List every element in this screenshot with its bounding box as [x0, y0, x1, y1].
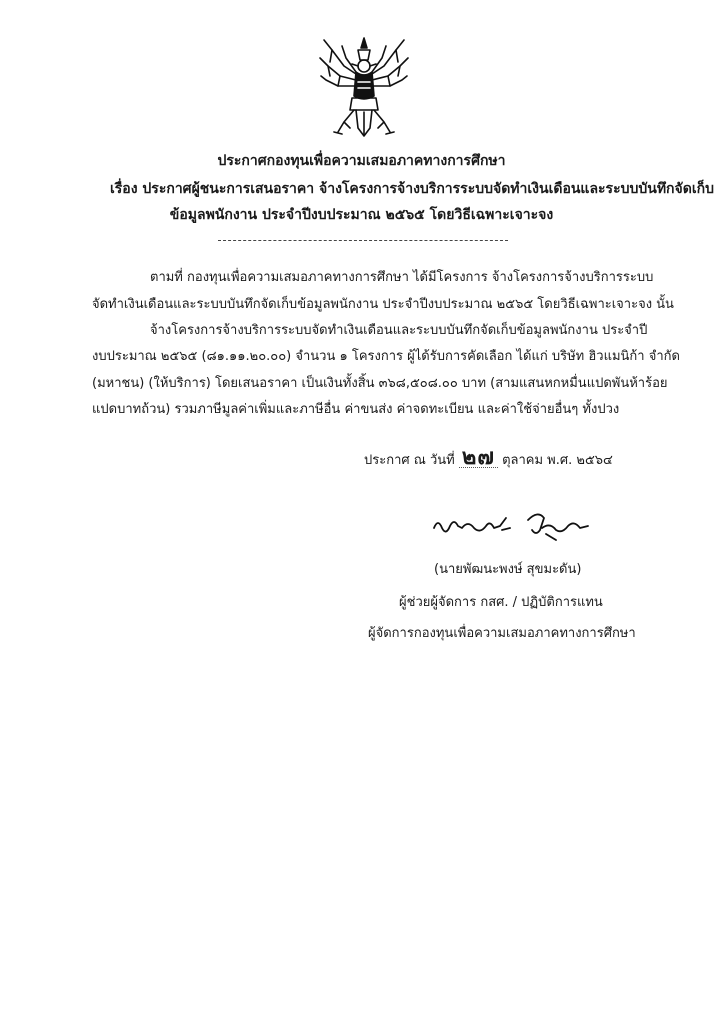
body-paragraph-line: จ้างโครงการจ้างบริการระบบจัดทำเงินเดือนและระบบบันทึกจัดเก็บข้อมูลพนักงาน ประจำปี	[150, 323, 648, 338]
dashed-divider	[218, 240, 508, 241]
body-paragraph-line: ตามที่ กองทุนเพื่อความเสมอภาคทางการศึกษา ได้มีโครงการ จ้างโครงการจ้างบริการระบบ	[150, 270, 654, 285]
body-paragraph-line: (มหาชน) (ให้บริการ) โดยเสนอราคา เป็นเงินทั้งสิ้น ๓๖๘,๕๐๘.๐๐ บาท (สามแสนหกหมื่นแปดพันห้าร้อย	[92, 376, 668, 391]
signatory-position: ผู้ช่วยผู้จัดการ กสศ. / ปฏิบัติการแทน	[399, 595, 603, 610]
signatory-acting-for: ผู้จัดการกองทุนเพื่อความเสมอภาคทางการศึกษา	[368, 626, 636, 641]
body-paragraph-line: งบประมาณ ๒๕๖๕ (๘๑.๑๑.๒๐.๐๐) จำนวน ๑ โครงการ ผู้ได้รับการคัดเลือก ได้แก่ บริษัท ฮิวแมนิก้า จำกัด	[92, 349, 680, 364]
date-month-year: ตุลาคม พ.ศ. ๒๕๖๔	[502, 453, 613, 468]
handwritten-signature	[428, 504, 598, 544]
signatory-name: (นายพัฒนะพงษ์ สุขมะดัน)	[434, 562, 582, 577]
garuda-emblem-icon	[318, 36, 410, 140]
announcement-subject: เรื่อง ประกาศผู้ชนะการเสนอราคา จ้างโครงการจ้างบริการระบบจัดทำเงินเดือนและระบบบันทึกจัดเก็บ	[110, 181, 714, 197]
body-paragraph-line: จัดทำเงินเดือนและระบบบันทึกจัดเก็บข้อมูลพนักงาน ประจำปีงบประมาณ ๒๕๖๕ โดยวิธีเฉพาะเจาะจง นั้น	[92, 297, 674, 312]
announcement-subject-cont: ข้อมูลพนักงาน ประจำปีงบประมาณ ๒๕๖๕ โดยวิธีเฉพาะเจาะจง	[169, 207, 554, 223]
announcement-date	[364, 445, 613, 470]
announcement-title: ประกาศกองทุนเพื่อความเสมอภาคทางการศึกษา	[217, 153, 506, 169]
date-prefix: ประกาศ ณ วันที่	[364, 453, 455, 468]
body-paragraph-line: แปดบาทถ้วน) รวมภาษีมูลค่าเพิ่มและภาษีอื่น ค่าขนส่ง ค่าจดทะเบียน และค่าใช้จ่ายอื่นๆ ทั้งปวง	[92, 402, 620, 417]
date-day: ๒๗	[459, 449, 498, 468]
